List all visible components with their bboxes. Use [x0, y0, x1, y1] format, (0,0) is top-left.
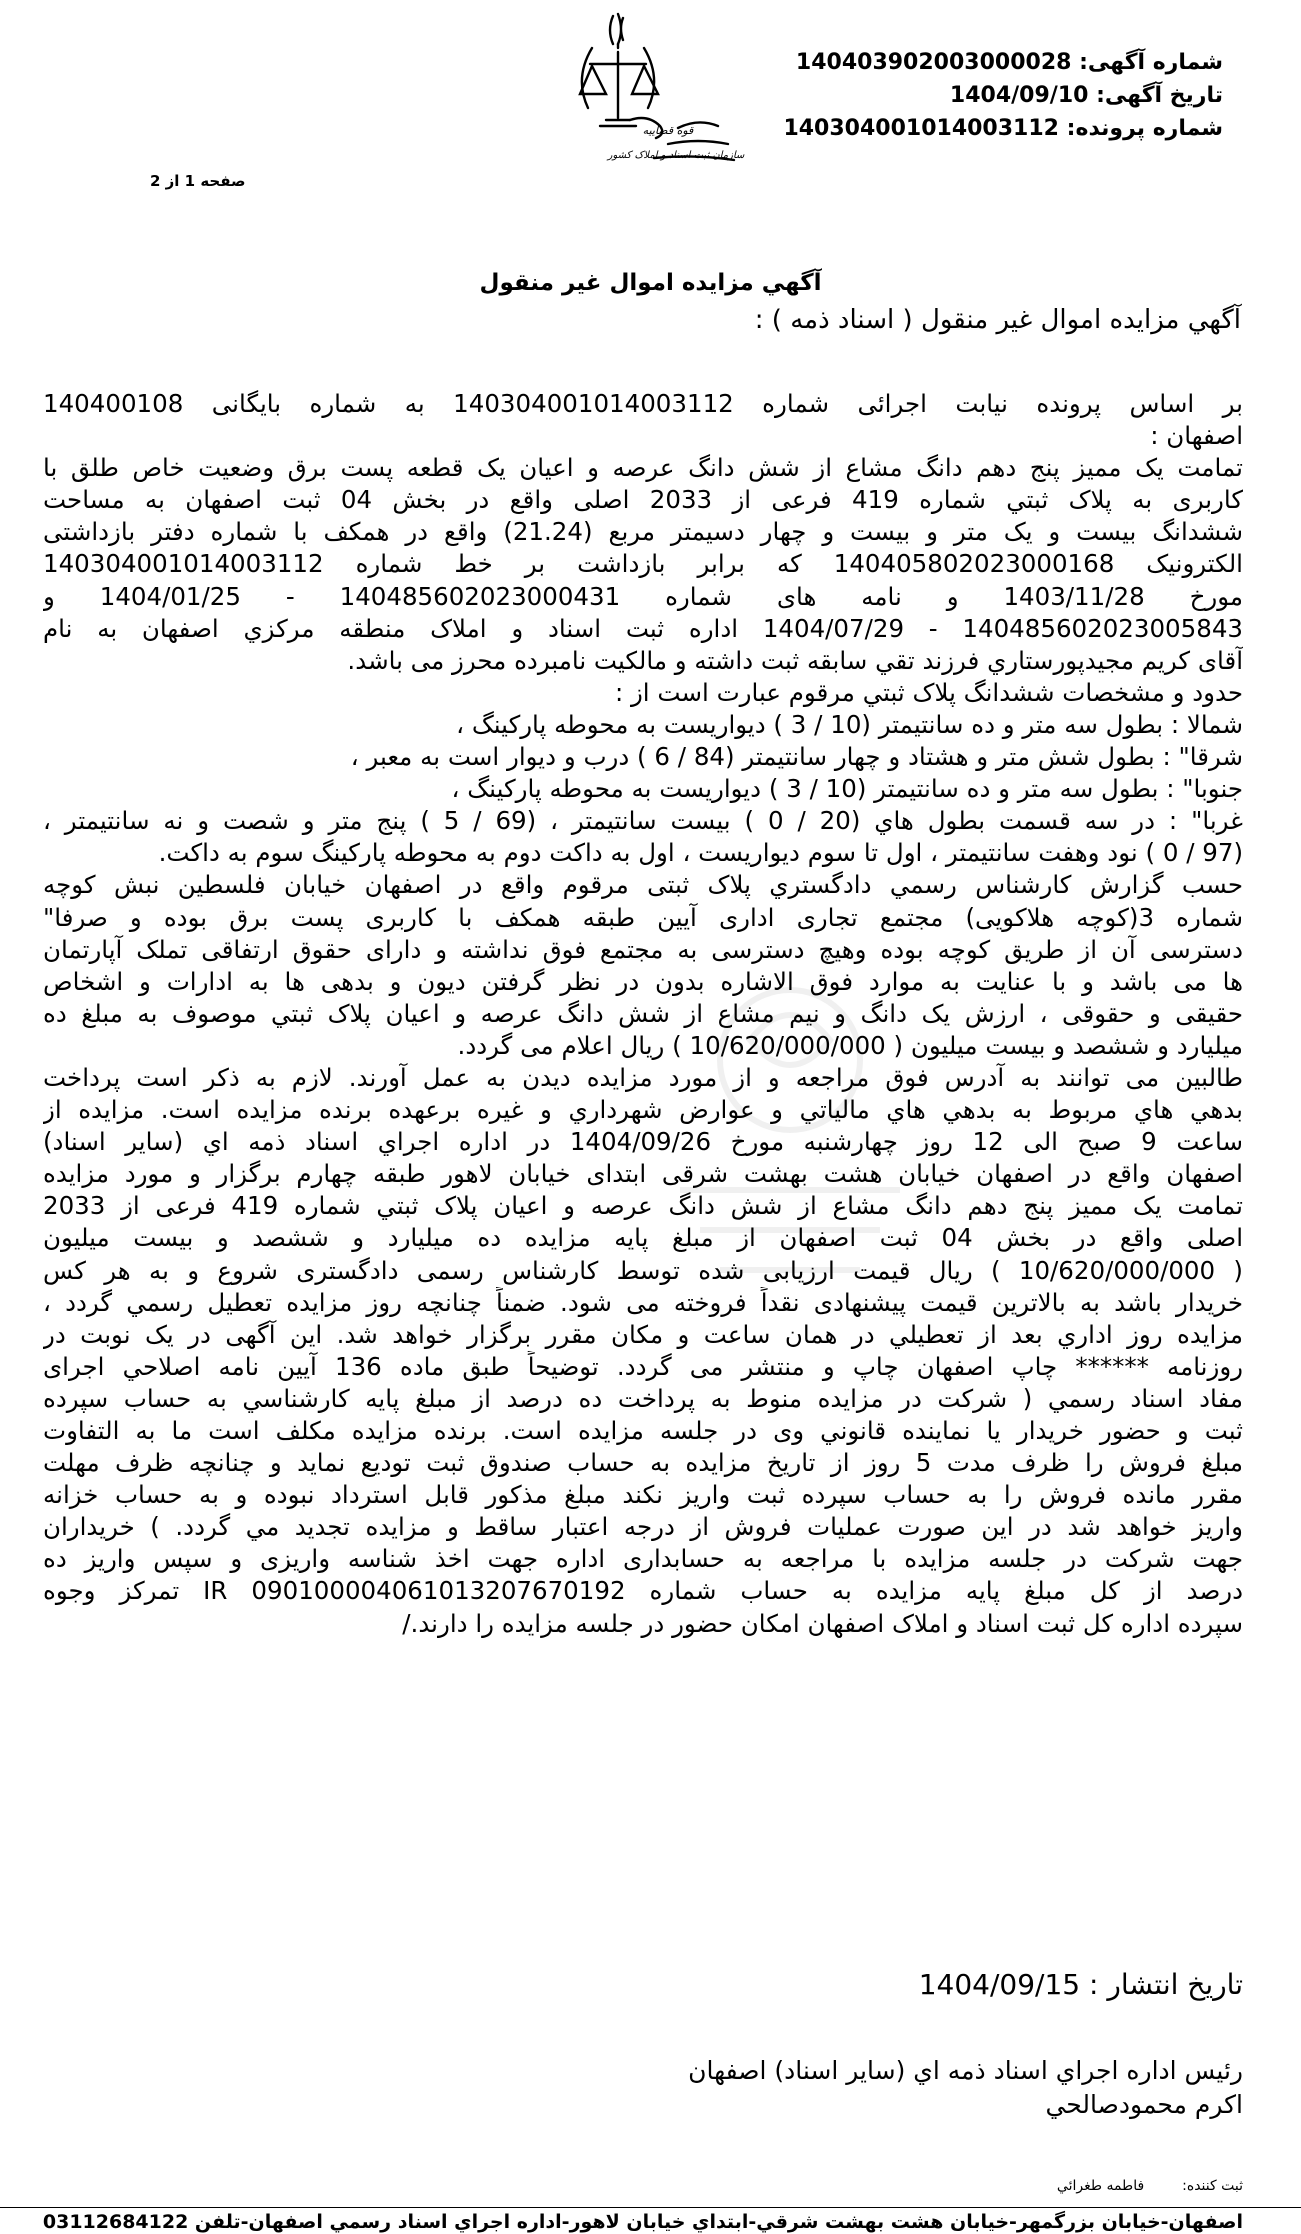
page-indicator: صفحه 1 از 2: [150, 172, 246, 190]
body-line: اصفهان واقع در اصفهان خيابان هشت بهشت شرقی ابتدای خيابان لاهور طبقه چهارم برگزار و مورد مزايده: [43, 1159, 1243, 1189]
body-line: ششدانگ بيست و يک متر و بيست و چهار دسيمتر مربع (21.24) واقع در همکف با شماره دفتر بازداشتی: [43, 517, 1243, 547]
footer-address: اصفهان-خيابان بزرگمهر-خيابان هشت بهشت شرقي-ابتداي خيابان لاهور-اداره اجراي اسناد رسمي اصفهان-تلفن 03112684122: [42, 2211, 1243, 2233]
body-line: حسب گزارش کارشناس رسمي دادگستري پلاک ثبتی مرقوم واقع در اصفهان خيابان فلسطين نبش کوچه: [43, 870, 1243, 900]
body-line: واريز خواهد شد در اين صورت عمليات فروش از درجه اعتبار ساقط و مزايده تجديد مي گردد. ) خريداران: [43, 1512, 1243, 1542]
body-line: تمامت يک مميز پنج دهم دانگ مشاع از شش دانگ عرصه و اعيان يک قطعه پست برق وضعيت خاص طلق با: [43, 453, 1243, 483]
body-line: دسترسی آن از طريق کوچه بوده وهيچ دسترسی به مجتمع فوق نداشته و دارای حقوق ارتفاقی تملک آپارتمان: [43, 934, 1243, 964]
body-line: روزنامه ****** چاپ اصفهان چاپ و منتشر می گردد. توضيحاً طبق ماده 136 آيين نامه اصلاحي اجرای: [43, 1351, 1243, 1381]
signatory-title: رئيس اداره اجراي اسناد ذمه اي (ساير اسناد) اصفهان: [688, 2056, 1243, 2085]
publish-date-label: تاريخ انتشار :: [1089, 1968, 1243, 2001]
registrar-name: فاطمه طغرائي: [1056, 2178, 1145, 2194]
footer: [0, 2207, 1301, 2233]
body-line: جنوبا" : بطول سه متر و ده سانتيمتر (10 / 3 ) ديواريست به محوطه پارکينگ ،: [451, 774, 1243, 804]
file-number-label: شماره پرونده:: [1066, 116, 1223, 141]
body-line: (97 / 0 ) نود وهفت سانتيمتر ، اول تا سوم ديواريست ، اول به داکت دوم به محوطه پارکينگ سوم به داکت.: [158, 838, 1243, 868]
document-body: [43, 388, 1243, 1640]
document-subtitle: آگهي مزايده اموال غير منقول ( اسناد ذمه ) :: [754, 305, 1241, 335]
file-number: 140304001014003112: [783, 116, 1059, 141]
ad-number: 140403902003000028: [795, 50, 1072, 75]
body-line: سپرده اداره کل ثبت اسناد و املاک اصفهان امکان حضور در جلسه مزايده را دارند./: [402, 1608, 1243, 1638]
ad-date-label: تاریخ آگهی:: [1096, 83, 1223, 108]
body-line: اصفهان :: [1150, 421, 1243, 451]
ad-meta: [783, 46, 1223, 145]
body-line: حدود و مشخصات ششدانگ پلاک ثبتي مرقوم عبارت است از :: [614, 677, 1243, 707]
body-line: اصلی واقع در بخش 04 ثبت اصفهان از مبلغ پايه مزايده ده ميليارد و ششصد و بيست ميليون: [43, 1223, 1243, 1253]
body-line: جهت شرکت در جلسه مزايده با مراجعه به حسابداری اداره جهت اخذ شناسه واريزی و سپس واريز ده: [43, 1544, 1243, 1574]
body-line: خريدار باشد به بالاترين قيمت پيشنهادی نقداً فروخته می شود. ضمناً چنانچه روز مزايده تعطيل رسمي گردد ،: [43, 1287, 1243, 1317]
body-line: کاربری به پلاک ثبتي شماره 419 فرعی از 2033 اصلی واقع در بخش 04 ثبت اصفهان به مساحت: [43, 485, 1243, 515]
body-line: مورخ 1403/11/28 و نامه های شماره 140485602023000431 - 1404/01/25 و: [43, 581, 1243, 611]
body-line: مبلغ فروش را ظرف مدت 5 روز از تاريخ مزايده به حساب صندوق ثبت توديع نمايد و چنانچه ظرف مهلت: [43, 1448, 1243, 1478]
file-number-row: [783, 112, 1223, 145]
publish-date: 1404/09/15: [918, 1968, 1081, 2001]
body-line: مفاد اسناد رسمي ( شرکت در مزايده منوط به پرداخت ده درصد از مبلغ پايه کارشناسي به حساب سپرده: [43, 1383, 1243, 1413]
body-line: مزايده روز اداري بعد از تعطيلي در همان ساعت و مکان مقرر برگزار خواهد شد. اين آگهی در يک نوبت در: [43, 1319, 1243, 1349]
body-line: شماره 3(کوچه هلاکويی) مجتمع تجاری اداری آيين طبقه همکف با کاربری پست برق بوده و صرفا": [43, 902, 1243, 932]
body-line: ها می باشد و با عنايت به موارد فوق الاشاره بدون در نظر گرفتن ديون و بدهی ها به ادارات و اشخاص: [43, 966, 1243, 996]
document-title: آگهي مزايده اموال غير منقول: [479, 270, 822, 296]
body-line: ميليارد و ششصد و بيست ميليون ( 10/620/000/000 ) ريال اعلام می گردد.: [457, 1030, 1243, 1060]
emblem-caption-1: قوه قضاییه: [642, 124, 694, 137]
body-line: درصد از کل مبلغ پايه مزايده به حساب شماره IR 090100004061013207670192 تمرکز وجوه: [43, 1576, 1243, 1606]
ad-number-label: شماره آگهی:: [1079, 50, 1223, 75]
body-line: طالبين می توانند به آدرس فوق مراجعه و از مورد مزايده ديدن به عمل آورند. لازم به ذکر است پرداخت: [43, 1062, 1243, 1092]
emblem-caption-2: سازمان ثبت اسناد و املاک کشور: [607, 150, 745, 161]
registrar-row: [1057, 2178, 1243, 2194]
body-line: تمامت يک مميز پنج دهم دانگ مشاع از شش دانگ عرصه و اعيان پلاک ثبتي شماره 419 فرعی از 2033: [43, 1191, 1243, 1221]
body-line: ثبت و حضور خريدار يا نماينده قانوني وی در جلسه مزايده است. برنده مزايده مکلف است ما به التفاوت: [43, 1416, 1243, 1445]
body-line: بدهي هاي مربوط به بدهي هاي مالياتي و عوارض شهرداري و غيره برعهده برنده مزايده است. مزايده از: [43, 1095, 1243, 1125]
body-line: الکترونيک 140405802023000168 که برابر بازداشت بر خط شماره 140304001014003112: [43, 549, 1243, 579]
signatory-name: اکرم محمودصالحي: [1045, 2090, 1243, 2119]
publish-date-row: [919, 1968, 1243, 2001]
ad-date: 1404/09/10: [949, 83, 1089, 108]
body-line: حقيقی و حقوقی ، ارزش يک دانگ و نيم مشاع از شش دانگ عرصه و اعيان پلاک ثبتي موصوف به مبلغ ده: [43, 998, 1243, 1028]
body-line: 140485602023005843 - 1404/07/29 اداره ثبت اسناد و املاک منطقه مرکزي اصفهان به نام: [43, 613, 1243, 643]
body-line: بر اساس پرونده نيابت اجرائی شماره 140304001014003112 به شماره بايگانی 140400108: [43, 389, 1243, 418]
body-line: ( 10/620/000/000 ) ريال قيمت ارزيابی شده توسط کارشناس رسمی دادگستری شروع و به هر کس: [43, 1255, 1243, 1285]
body-line: ساعت 9 صبح الی 12 روز چهارشنبه مورخ 1404/09/26 در اداره اجراي اسناد ذمه اي (ساير اسناد): [43, 1127, 1243, 1157]
body-line: شمالا : بطول سه متر و ده سانتيمتر (10 / 3 ) ديواريست به محوطه پارکينگ ،: [456, 709, 1243, 739]
body-line: غربا" : در سه قسمت بطول هاي (20 / 0 ) بيست سانتيمتر ، (69 / 5 ) پنج متر و شصت و نه سانتيمتر ،: [43, 806, 1243, 836]
ad-date-row: [783, 79, 1223, 112]
judiciary-emblem-icon: [568, 8, 758, 208]
body-line: آقای کريم مجيدپورستاري فرزند تقي سابقه ثبت داشته و مالکيت نامبرده محرز می باشد.: [347, 645, 1243, 675]
body-line: مقرر مانده فروش را به حساب سپرده ثبت واريز نکند مبلغ مذکور قابل استرداد نبوده و به حساب خزانه: [43, 1480, 1243, 1510]
body-line: شرقا" : بطول شش متر و هشتاد و چهار سانتيمتر (84 / 6 ) درب و ديوار است به معبر ،: [350, 742, 1243, 772]
registrar-label: ثبت کننده:: [1182, 2178, 1243, 2194]
signature-block: [688, 2054, 1243, 2122]
ad-number-row: [783, 46, 1223, 79]
